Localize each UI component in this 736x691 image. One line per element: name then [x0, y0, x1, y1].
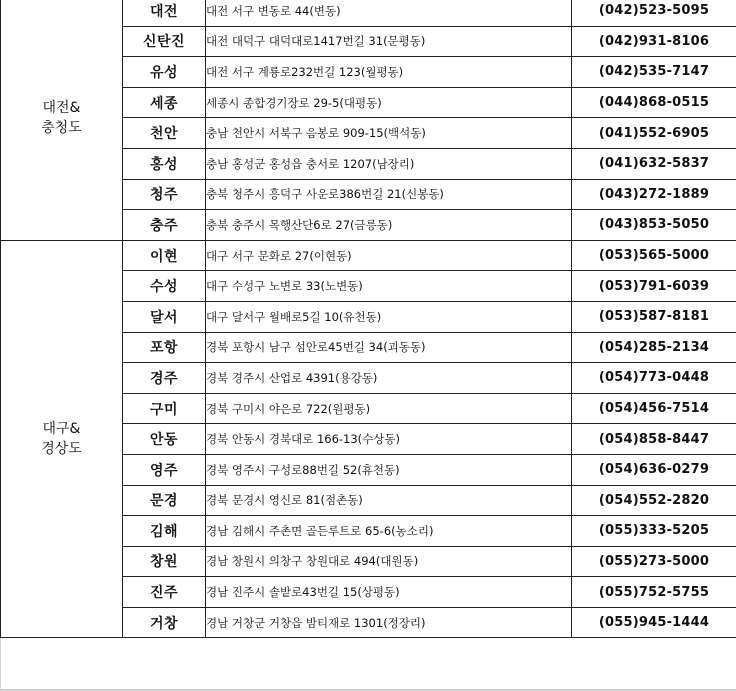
- branch-name: 안동: [123, 424, 206, 455]
- branch-phone: (055)333-5205: [572, 516, 736, 547]
- branch-name: 김해: [123, 516, 206, 547]
- branch-address: 충북 청주시 흥덕구 사운로386번길 21(신봉동): [206, 179, 572, 210]
- branch-name: 창원: [123, 546, 206, 577]
- branch-address: 경남 거창군 거창읍 밤티재로 1301(정장리): [206, 607, 572, 638]
- branch-phone: (053)791-6039: [572, 271, 736, 302]
- branch-address: 충남 천안시 서북구 음봉로 909-15(백석동): [206, 118, 572, 149]
- branch-address: 충북 충주시 목행산단6로 27(금릉동): [206, 210, 572, 241]
- branch-address: 경북 구미시 야은로 722(원평동): [206, 393, 572, 424]
- table-row: [1, 0, 736, 26]
- branch-phone: (054)456-7514: [572, 393, 736, 424]
- branch-name: 영주: [123, 454, 206, 485]
- branch-name: 청주: [123, 179, 206, 210]
- branch-phone: (053)565-5000: [572, 240, 736, 271]
- branch-name: 달서: [123, 301, 206, 332]
- branch-address: 경북 문경시 영신로 81(점촌동): [206, 485, 572, 516]
- branch-phone: (054)773-0448: [572, 363, 736, 394]
- branch-address: 대구 달서구 월배로5길 10(유천동): [206, 301, 572, 332]
- branch-address: 충남 홍성군 홍성읍 충서로 1207(남장리): [206, 148, 572, 179]
- branch-phone: (055)273-5000: [572, 546, 736, 577]
- table-row: [1, 240, 736, 271]
- branch-address: 경북 포항시 남구 섬안로45번길 34(괴동동): [206, 332, 572, 363]
- region-cell: [1, 0, 123, 240]
- branch-name: 진주: [123, 577, 206, 608]
- region-label: 대구& 경상도: [41, 421, 82, 458]
- branch-phone: (042)523-5095: [572, 0, 736, 26]
- branch-name: 충주: [123, 210, 206, 241]
- branch-address: 대전 서구 계룡로232번길 123(월평동): [206, 57, 572, 88]
- branch-address: 경북 영주시 구성로88번길 52(휴천동): [206, 454, 572, 485]
- branch-phone: (043)272-1889: [572, 179, 736, 210]
- branch-name: 유성: [123, 57, 206, 88]
- region-label: 대전& 충청도: [41, 99, 82, 136]
- branch-phone: (053)587-8181: [572, 301, 736, 332]
- branch-name: 구미: [123, 393, 206, 424]
- branch-name: 대전: [123, 0, 206, 26]
- branch-name: 홍성: [123, 148, 206, 179]
- branch-address: 경남 김해시 주촌면 골든루트로 65-6(농소리): [206, 516, 572, 547]
- branch-name: 포항: [123, 332, 206, 363]
- branch-name: 신탄진: [123, 26, 206, 57]
- branch-phone: (054)285-2134: [572, 332, 736, 363]
- branch-address: 세종시 종합경기장로 29-5(대평동): [206, 87, 572, 118]
- branch-phone: (041)552-6905: [572, 118, 736, 149]
- branch-name: 세종: [123, 87, 206, 118]
- branch-phone: (042)931-8106: [572, 26, 736, 57]
- branch-name: 거창: [123, 607, 206, 638]
- branch-address: 경북 경주시 산업로 4391(용강동): [206, 363, 572, 394]
- branch-phone: (043)853-5050: [572, 210, 736, 241]
- branch-phone: (054)552-2820: [572, 485, 736, 516]
- branch-address: 대구 수성구 노변로 33(노변동): [206, 271, 572, 302]
- branch-table-body: [1, 0, 736, 638]
- branch-name: 천안: [123, 118, 206, 149]
- branch-address: 경남 진주시 솔밭로43번길 15(상평동): [206, 577, 572, 608]
- branch-address: 대구 서구 문화로 27(이현동): [206, 240, 572, 271]
- branch-phone: (041)632-5837: [572, 148, 736, 179]
- branch-name: 수성: [123, 271, 206, 302]
- branch-name: 문경: [123, 485, 206, 516]
- branch-phone: (054)858-8447: [572, 424, 736, 455]
- branch-address: 대전 서구 변동로 44(변동): [206, 0, 572, 26]
- branch-name: 이현: [123, 240, 206, 271]
- branch-phone: (055)945-1444: [572, 607, 736, 638]
- branch-phone: (042)535-7147: [572, 57, 736, 88]
- branch-phone: (054)636-0279: [572, 454, 736, 485]
- branch-address: 경북 안동시 경북대로 166-13(수상동): [206, 424, 572, 455]
- branch-name: 경주: [123, 363, 206, 394]
- branch-phone: (055)752-5755: [572, 577, 736, 608]
- region-cell: [1, 240, 123, 638]
- branch-address: 경남 창원시 의창구 창원대로 494(대원동): [206, 546, 572, 577]
- branch-address: 대전 대덕구 대덕대로1417번길 31(문평동): [206, 26, 572, 57]
- branch-phone: (044)868-0515: [572, 87, 736, 118]
